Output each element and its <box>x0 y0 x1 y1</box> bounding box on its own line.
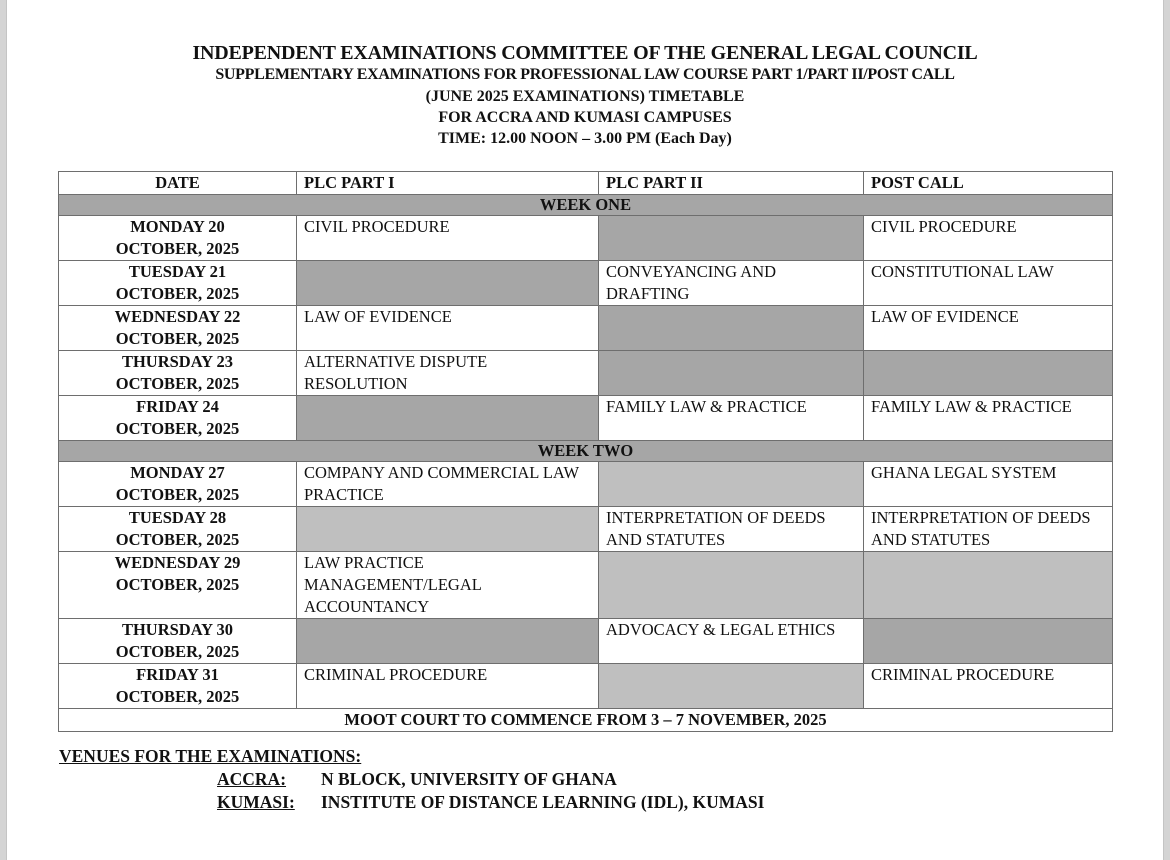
plc2-cell-empty <box>599 462 864 507</box>
plc2-cell: CONVEYANCING AND DRAFTING <box>599 261 864 306</box>
date-cell <box>59 306 297 351</box>
week-two-band <box>59 441 1113 462</box>
date-month: OCTOBER, 2025 <box>115 239 240 258</box>
exam-subtitle: SUPPLEMENTARY EXAMINATIONS FOR PROFESSIONAL LAW COURSE PART 1/PART II/POST CALL <box>215 66 955 83</box>
plc2-cell: ADVOCACY & LEGAL ETHICS <box>599 619 864 664</box>
moot-court-row <box>59 709 1113 732</box>
table-row <box>59 351 1113 396</box>
date-month: OCTOBER, 2025 <box>115 575 240 594</box>
date-month: OCTOBER, 2025 <box>115 642 240 661</box>
table-header-row <box>59 172 1113 195</box>
table-row <box>59 462 1113 507</box>
venue-value: INSTITUTE OF DISTANCE LEARNING (IDL), KUMASI <box>321 792 765 812</box>
timetable-title: (JUNE 2025 EXAMINATIONS) TIMETABLE <box>425 88 745 105</box>
date-month: OCTOBER, 2025 <box>115 530 240 549</box>
date-month: OCTOBER, 2025 <box>115 485 240 504</box>
date-day: TUESDAY 28 <box>128 508 227 527</box>
table-row <box>59 261 1113 306</box>
post-call-cell: CONSTITUTIONAL LAW <box>864 261 1113 306</box>
column-header-plc-part-1: PLC PART I <box>297 172 599 195</box>
table-row <box>59 216 1113 261</box>
date-month: OCTOBER, 2025 <box>115 284 240 303</box>
venue-value: N BLOCK, UNIVERSITY OF GHANA <box>321 769 617 789</box>
plc2-cell-empty <box>599 216 864 261</box>
post-call-cell-empty <box>864 351 1113 396</box>
date-cell <box>59 619 297 664</box>
week-one-band <box>59 195 1113 216</box>
date-month: OCTOBER, 2025 <box>115 329 240 348</box>
post-call-cell: FAMILY LAW & PRACTICE <box>864 396 1113 441</box>
column-header-plc-part-2: PLC PART II <box>599 172 864 195</box>
date-month: OCTOBER, 2025 <box>115 374 240 393</box>
post-call-cell: CRIMINAL PROCEDURE <box>864 664 1113 709</box>
committee-title: INDEPENDENT EXAMINATIONS COMMITTEE OF THE GENERAL LEGAL COUNCIL <box>192 42 978 64</box>
date-cell <box>59 462 297 507</box>
venue-kumasi <box>217 792 764 813</box>
plc1-cell: CIVIL PROCEDURE <box>297 216 599 261</box>
viewer-left-edge <box>0 0 7 860</box>
table-row <box>59 619 1113 664</box>
date-day: WEDNESDAY 29 <box>114 553 241 572</box>
venue-label: KUMASI: <box>217 792 295 812</box>
plc2-cell: INTERPRETATION OF DEEDS AND STATUTES <box>599 507 864 552</box>
date-day: FRIDAY 24 <box>136 397 219 416</box>
table-row <box>59 664 1113 709</box>
date-day: THURSDAY 23 <box>121 352 234 371</box>
date-day: TUESDAY 21 <box>128 262 227 281</box>
post-call-cell-empty <box>864 619 1113 664</box>
date-day: WEDNESDAY 22 <box>114 307 241 326</box>
timetable <box>58 171 1113 732</box>
plc1-cell: ALTERNATIVE DISPUTE RESOLUTION <box>297 351 599 396</box>
date-cell <box>59 216 297 261</box>
plc2-cell-empty <box>599 351 864 396</box>
column-header-date: DATE <box>59 172 297 195</box>
table-row <box>59 552 1113 619</box>
moot-court-note: MOOT COURT TO COMMENCE FROM 3 – 7 NOVEMBER, 2025 <box>59 709 1113 732</box>
date-cell <box>59 507 297 552</box>
date-day: FRIDAY 31 <box>136 665 219 684</box>
column-header-post-call: POST CALL <box>864 172 1113 195</box>
venues-heading <box>59 746 361 767</box>
week-one-label: WEEK ONE <box>59 195 1113 216</box>
plc1-cell: COMPANY AND COMMERCIAL LAW PRACTICE <box>297 462 599 507</box>
date-cell <box>59 664 297 709</box>
plc1-cell: LAW PRACTICE MANAGEMENT/LEGAL ACCOUNTANCY <box>297 552 599 619</box>
post-call-cell-empty <box>864 552 1113 619</box>
viewer-right-edge <box>1163 0 1170 860</box>
date-cell <box>59 552 297 619</box>
date-cell <box>59 261 297 306</box>
campuses-line: FOR ACCRA AND KUMASI CAMPUSES <box>438 109 732 126</box>
table-row <box>59 396 1113 441</box>
plc2-cell-empty <box>599 664 864 709</box>
date-day: THURSDAY 30 <box>121 620 234 639</box>
plc2-cell-empty <box>599 306 864 351</box>
date-month: OCTOBER, 2025 <box>115 687 240 706</box>
venue-accra <box>217 769 617 790</box>
plc1-cell: CRIMINAL PROCEDURE <box>297 664 599 709</box>
plc1-cell-empty <box>297 261 599 306</box>
plc1-cell-empty <box>297 396 599 441</box>
time-line: TIME: 12.00 NOON – 3.00 PM (Each Day) <box>438 130 732 147</box>
venues-title: VENUES FOR THE EXAMINATIONS: <box>59 746 362 766</box>
venue-label: ACCRA: <box>217 769 287 789</box>
plc1-cell-empty <box>297 507 599 552</box>
table-row <box>59 507 1113 552</box>
date-cell <box>59 396 297 441</box>
post-call-cell: GHANA LEGAL SYSTEM <box>864 462 1113 507</box>
plc2-cell: FAMILY LAW & PRACTICE <box>599 396 864 441</box>
plc2-cell-empty <box>599 552 864 619</box>
week-two-label: WEEK TWO <box>59 441 1113 462</box>
table-row <box>59 306 1113 351</box>
post-call-cell: LAW OF EVIDENCE <box>864 306 1113 351</box>
date-day: MONDAY 20 <box>130 217 225 236</box>
post-call-cell: CIVIL PROCEDURE <box>864 216 1113 261</box>
date-month: OCTOBER, 2025 <box>115 419 240 438</box>
date-cell <box>59 351 297 396</box>
plc1-cell-empty <box>297 619 599 664</box>
post-call-cell: INTERPRETATION OF DEEDS AND STATUTES <box>864 507 1113 552</box>
plc1-cell: LAW OF EVIDENCE <box>297 306 599 351</box>
date-day: MONDAY 27 <box>130 463 225 482</box>
